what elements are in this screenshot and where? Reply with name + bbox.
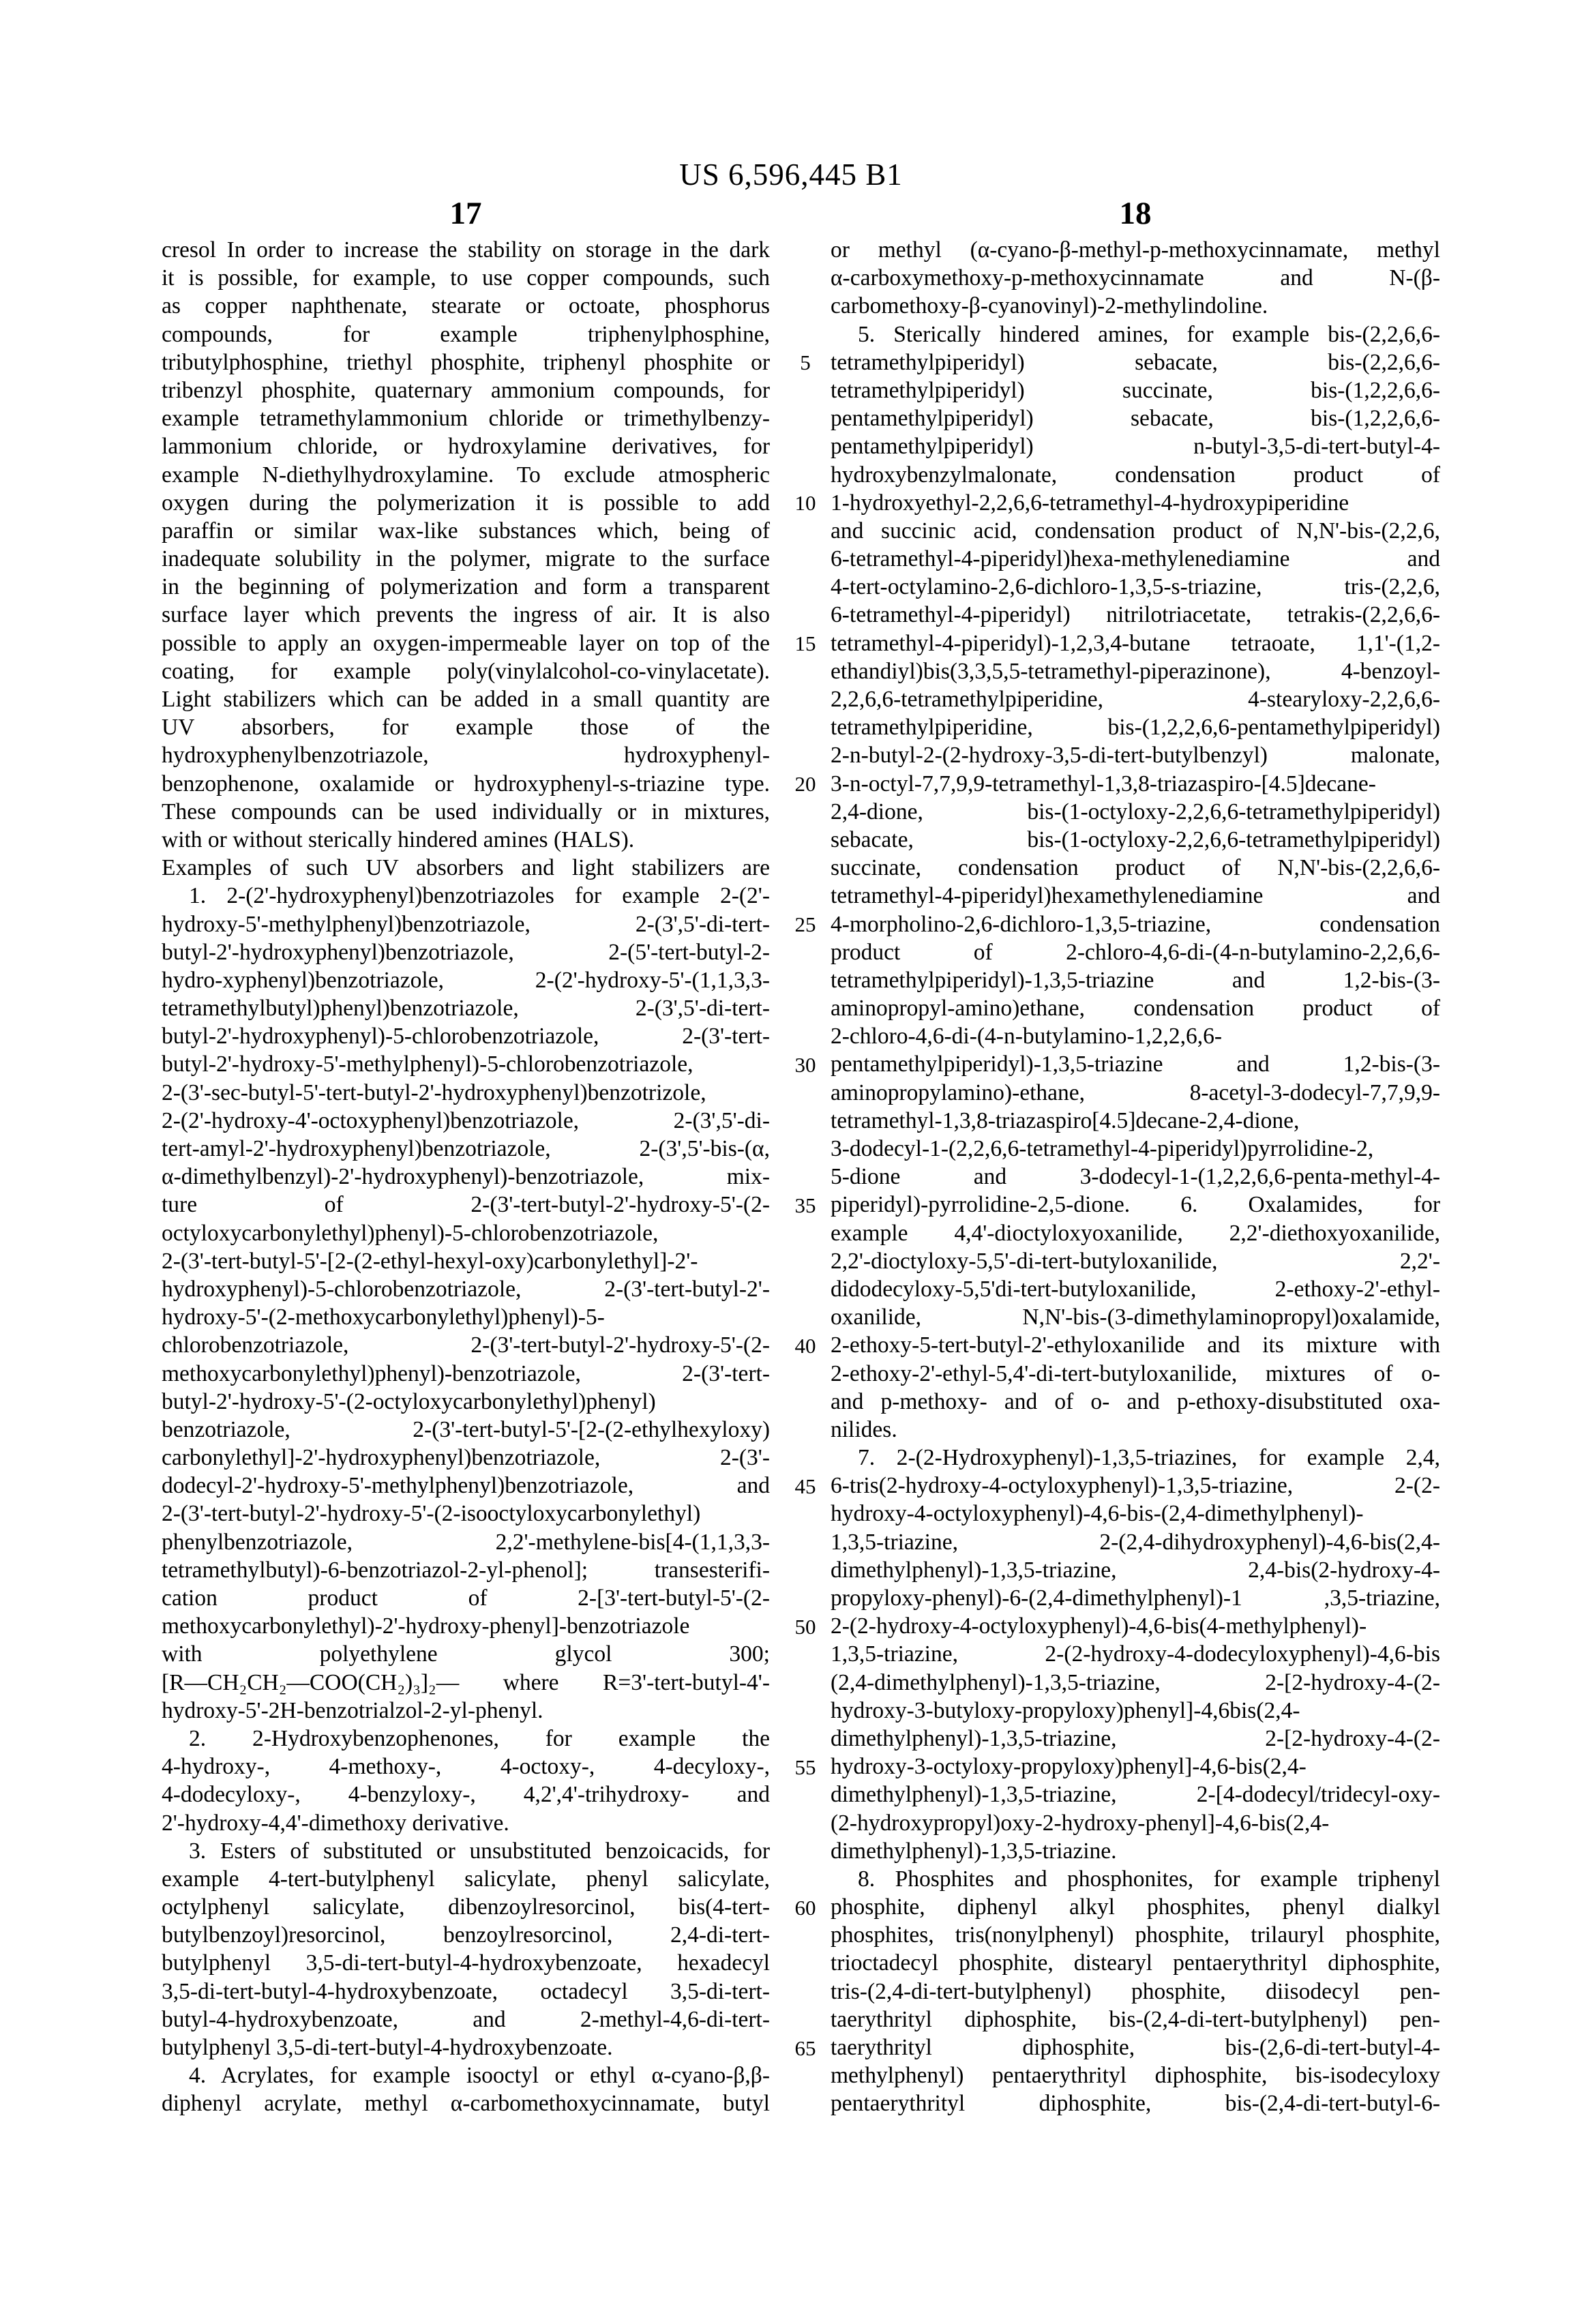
text-line: chlorobenzotriazole, 2-(3'-tert-butyl-2'-hydroxy-5'-(2- [162,1332,770,1358]
text-line: 1,3,5-triazine, 2-(2,4-dihydroxyphenyl)-4,6-bis(2,4- [831,1529,1440,1555]
column-number-left: 17 [449,196,482,231]
text-line: octylphenyl salicylate, dibenzoylresorcinol, bis(4-tert- [162,1894,770,1920]
text-line: butylphenyl 3,5-di-tert-butyl-4-hydroxybenzoate. [162,2035,613,2060]
text-line: 3-n-octyl-7,7,9,9-tetramethyl-1,3,8-triazaspiro-[4.5]decane- [831,771,1376,796]
text-line: propyloxy-phenyl)-6-(2,4-dimethylphenyl)-1 ,3,5-triazine, [831,1585,1440,1611]
text-line: butyl-2'-hydroxyphenyl)-5-chlorobenzotriazole, 2-(3'-tert- [162,1024,770,1049]
text-line: tris-(2,4-di-tert-butylphenyl) phosphite, diisodecyl pen- [831,1978,1440,2004]
text-line: UV absorbers, for example those of the [162,715,770,741]
text-line: inadequate solubility in the polymer, migrate to the surface [162,546,770,572]
text-line: with polyethylene glycol 300; [162,1641,770,1667]
text-line: 2'-hydroxy-4,4'-dimethoxy derivative. [162,1810,509,1836]
text-line: pentamethylpiperidyl)-1,3,5-triazine and 1,2-bis-(3- [831,1052,1440,1077]
text-line: 6-tris(2-hydroxy-4-octyloxyphenyl)-1,3,5-triazine, 2-(2- [831,1473,1440,1499]
text-line: 2-(3'-tert-butyl-2'-hydroxy-5'-(2-isooctyloxycarbonylethyl) [162,1501,701,1527]
text-line: 2. 2-Hydroxybenzophenones, for example the [189,1725,770,1751]
text-line: 5-dione and 3-dodecyl-1-(1,2,2,6,6-penta-methyl-4- [831,1164,1440,1190]
text-line: 2-(2'-hydroxy-4'-octoxyphenyl)benzotriazole, 2-(3',5'-di- [162,1107,770,1133]
text-line: pentamethylpiperidyl) sebacate, bis-(1,2,2,6,6- [831,406,1440,432]
text-line: dimethylphenyl)-1,3,5-triazine, 2-[4-dodecyl/tridecyl-oxy- [831,1782,1440,1808]
text-line: ethandiyl)bis(3,3,5,5-tetramethyl-piperazinone), 4-benzoyl- [831,658,1440,684]
line-number: 25 [794,912,816,936]
text-line: in the beginning of polymerization and form a transparent [162,574,770,600]
text-line: taerythrityl diphosphite, bis-(2,4-di-tert-butylphenyl) pen- [831,2006,1440,2032]
text-line: 4. Acrylates, for example isooctyl or ethyl α-cyano-β,β- [189,2063,770,2089]
text-line: example 4-tert-butylphenyl salicylate, phenyl salicylate, [162,1866,770,1892]
text-line: 3. Esters of substituted or unsubstituted benzoicacids, for [189,1838,770,1864]
text-line: benzophenone, oxalamide or hydroxyphenyl-s-triazine type. [162,771,770,796]
text-line: tetramethylpiperidyl) succinate, bis-(1,2,2,6,6- [831,377,1440,403]
text-line: diphenyl acrylate, methyl α-carbomethoxycinnamate, butyl [162,2091,770,2117]
text-line: example tetramethylammonium chloride or trimethylbenzy- [162,406,770,432]
left-column-text [162,236,770,2118]
text-line: hydroxy-4-octyloxyphenyl)-4,6-bis-(2,4-dimethylphenyl)- [831,1501,1364,1527]
line-number: 55 [794,1755,816,1779]
text-line: 2,2'-dioctyloxy-5,5'-di-tert-butyloxanilide, 2,2'- [831,1248,1440,1274]
line-number: 50 [794,1614,816,1639]
text-line: butyl-2'-hydroxy-5'-methylphenyl)-5-chlorobenzotriazole, [162,1052,693,1077]
text-line: hydroxy-5'-(2-methoxycarbonylethyl)phenyl)-5- [162,1305,605,1330]
text-line: pentamethylpiperidyl) n-butyl-3,5-di-tert-butyl-4- [831,434,1440,460]
text-line: product of 2-chloro-4,6-di-(4-n-butylamino-2,2,6,6- [831,939,1440,965]
text-line: example N-diethylhydroxylamine. To exclude atmospheric [162,462,770,488]
text-line: 2-(3'-sec-butyl-5'-tert-butyl-2'-hydroxyphenyl)benzotrizole, [162,1079,706,1105]
text-line: hydroxy-5'-methylphenyl)benzotriazole, 2-(3',5'-di-tert- [162,911,770,937]
text-line: 2-chloro-4,6-di-(4-n-butylamino-1,2,2,6,6- [831,1024,1223,1049]
text-line: 3,5-di-tert-butyl-4-hydroxybenzoate, octadecyl 3,5-di-tert- [162,1978,770,2004]
text-line: benzotriazole, 2-(3'-tert-butyl-5'-[2-(2-ethylhexyloxy) [162,1416,770,1442]
text-line: 6-tetramethyl-4-piperidyl) nitrilotriacetate, tetrakis-(2,2,6,6- [831,602,1440,628]
text-line: 6-tetramethyl-4-piperidyl)hexa-methylenediamine and [831,546,1440,572]
text-line: tert-amyl-2'-hydroxyphenyl)benzotriazole, 2-(3',5'-bis-(α, [162,1136,770,1161]
text-line: tetramethylpiperidine, bis-(1,2,2,6,6-pentamethylpiperidyl) [831,715,1440,741]
column-number-right: 18 [1119,196,1152,231]
text-line: Examples of such UV absorbers and light stabilizers are [162,855,770,881]
text-line: possible to apply an oxygen-impermeable layer on top of the [162,630,770,656]
text-line: tetramethyl-1,3,8-triazaspiro[4.5]decane-2,4-dione, [831,1107,1300,1133]
text-line: cresol In order to increase the stability on storage in the dark [162,237,770,263]
text-line: phenylbenzotriazole, 2,2'-methylene-bis[4-(1,1,3,3- [162,1529,770,1555]
text-line: coating, for example poly(vinylalcohol-co-vinylacetate). [162,658,770,684]
text-line: succinate, condensation product of N,N'-bis-(2,2,6,6- [831,855,1440,881]
text-line: and succinic acid, condensation product of N,N'-bis-(2,2,6, [831,518,1440,543]
text-line: lammonium chloride, or hydroxylamine derivatives, for [162,434,770,460]
text-line: aminopropyl-amino)ethane, condensation product of [831,996,1440,1022]
text-line: 7. 2-(2-Hydroxyphenyl)-1,3,5-triazines, for example 2,4, [858,1445,1440,1471]
text-line: tetramethylbutyl)-6-benzotriazol-2-yl-phenol]; transesterifi- [162,1557,770,1583]
text-line: aminopropylamino)-ethane, 8-acetyl-3-dodecyl-7,7,9,9- [831,1079,1440,1105]
text-line: (2-hydroxypropyl)oxy-2-hydroxy-phenyl]-4,6-bis(2,4- [831,1810,1330,1836]
text-line: butyl-2'-hydroxy-5'-(2-octyloxycarbonylethyl)phenyl) [162,1388,656,1414]
text-line: 4-dodecyloxy-, 4-benzyloxy-, 4,2',4'-trihydroxy- and [162,1782,770,1808]
text-line: hydroxy-3-butyloxy-propyloxy)phenyl]-4,6bis(2,4- [831,1697,1300,1723]
text-line: 5. Sterically hindered amines, for example bis-(2,2,6,6- [858,321,1440,347]
text-line: taerythrityl diphosphite, bis-(2,6-di-tert-butyl-4- [831,2035,1440,2060]
text-line: 3-dodecyl-1-(2,2,6,6-tetramethyl-4-piperidyl)pyrrolidine-2, [831,1136,1374,1161]
text-line: octyloxycarbonylethyl)phenyl)-5-chlorobenzotriazole, [162,1220,659,1246]
patent-number-header: US 6,596,445 B1 [679,158,903,192]
text-line: 8. Phosphites and phosphonites, for example triphenyl [858,1866,1440,1892]
text-line: ture of 2-(3'-tert-butyl-2'-hydroxy-5'-(2- [162,1192,770,1218]
text-line: surface layer which prevents the ingress of air. It is also [162,602,770,628]
text-line: methoxycarbonylethyl)phenyl)-benzotriazole, 2-(3'-tert- [162,1360,770,1386]
text-line: 1-hydroxyethyl-2,2,6,6-tetramethyl-4-hydroxypiperidine [831,490,1349,516]
text-line: 2-(3'-tert-butyl-5'-[2-(2-ethyl-hexyl-oxy)carbonylethyl]-2'- [162,1248,698,1274]
text-line: α-dimethylbenzyl)-2'-hydroxyphenyl)-benzotriazole, mix- [162,1164,770,1190]
text-line: hydroxy-5'-2H-benzotrialzol-2-yl-phenyl. [162,1697,543,1723]
text-line: dimethylphenyl)-1,3,5-triazine. [831,1838,1117,1864]
text-line: or methyl (α-cyano-β-methyl-p-methoxycinnamate, methyl [831,237,1440,263]
text-line: dimethylphenyl)-1,3,5-triazine, 2-[2-hydroxy-4-(2- [831,1725,1440,1751]
line-number: 15 [794,631,816,655]
line-number: 65 [794,2036,816,2060]
text-line: 2-(2-hydroxy-4-octyloxyphenyl)-4,6-bis(4-methylphenyl)- [831,1613,1367,1639]
line-number: 45 [794,1474,816,1498]
text-line: carbonylethyl]-2'-hydroxyphenyl)benzotriazole, 2-(3'- [162,1445,770,1471]
text-line: phosphite, diphenyl alkyl phosphites, phenyl dialkyl [831,1894,1440,1920]
text-line: methoxycarbonylethyl)-2'-hydroxy-phenyl]-benzotriazole [162,1613,690,1639]
line-number: 10 [794,490,816,515]
line-number: 60 [794,1895,816,1920]
text-line: [R—CH₂CH₂—COO(CH₂)₃]₂— where R=3'-tert-butyl-4'- [162,1669,770,1695]
gutter-line-numbers [775,236,836,2119]
text-line: 2-ethoxy-2'-ethyl-5,4'-di-tert-butyloxanilide, mixtures of o- [831,1360,1440,1386]
text-line: 2-n-butyl-2-(2-hydroxy-3,5-di-tert-butylbenzyl) malonate, [831,743,1440,769]
text-line: compounds, for example triphenylphosphine, [162,321,770,347]
text-line: hydroxybenzylmalonate, condensation product of [831,462,1440,488]
text-line: 2,2,6,6-tetramethylpiperidine, 4-stearyloxy-2,2,6,6- [831,687,1440,712]
line-number: 30 [794,1052,816,1077]
text-line: 1. 2-(2'-hydroxyphenyl)benzotriazoles for example 2-(2'- [189,883,770,909]
text-line: example 4,4'-dioctyloxyoxanilide, 2,2'-diethoxyoxanilide, [831,1220,1440,1246]
text-line: (2,4-dimethylphenyl)-1,3,5-triazine, 2-[2-hydroxy-4-(2- [831,1669,1440,1695]
text-line: hydro-xyphenyl)benzotriazole, 2-(2'-hydroxy-5'-(1,1,3,3- [162,967,770,993]
text-line: tribenzyl phosphite, quaternary ammonium compounds, for [162,377,770,403]
text-line: oxygen during the polymerization it is possible to add [162,490,770,516]
text-line: 2,4-dione, bis-(1-octyloxy-2,2,6,6-tetramethylpiperidyl) [831,799,1440,824]
line-number: 20 [794,771,816,796]
text-line: butylphenyl 3,5-di-tert-butyl-4-hydroxybenzoate, hexadecyl [162,1950,770,1976]
text-line: tetramethylpiperidyl) sebacate, bis-(2,2,6,6- [831,349,1440,375]
text-line: methylphenyl) pentaerythrityl diphosphite, bis-isodecyloxy [831,2063,1440,2089]
text-line: α-carboxymethoxy-p-methoxycinnamate and N-(β- [831,265,1440,291]
text-line: didodecyloxy-5,5'di-tert-butyloxanilide, 2-ethoxy-2'-ethyl- [831,1276,1440,1302]
text-line: paraffin or similar wax-like substances which, being of [162,518,770,543]
line-number: 5 [800,350,811,374]
text-line: 1,3,5-triazine, 2-(2-hydroxy-4-dodecyloxyphenyl)-4,6-bis [831,1641,1440,1667]
text-line: 2-ethoxy-5-tert-butyl-2'-ethyloxanilide and its mixture with [831,1332,1440,1358]
text-line: hydroxyphenylbenzotriazole, hydroxyphenyl- [162,743,770,769]
right-column-text [831,236,1440,2118]
text-line: sebacate, bis-(1-octyloxy-2,2,6,6-tetramethylpiperidyl) [831,826,1440,852]
text-line: as copper naphthenate, stearate or octoate, phosphorus [162,293,770,319]
text-line: oxanilide, N,N'-bis-(3-dimethylaminopropyl)oxalamide, [831,1305,1440,1330]
text-line: butylbenzoyl)resorcinol, benzoylresorcinol, 2,4-di-tert- [162,1922,770,1948]
text-line: nilides. [831,1416,897,1442]
text-line: it is possible, for example, to use copper compounds, such [162,265,770,291]
text-line: butyl-2'-hydroxyphenyl)benzotriazole, 2-(5'-tert-butyl-2- [162,939,770,965]
text-line: pentaerythrityl diphosphite, bis-(2,4-di-tert-butyl-6- [831,2091,1440,2117]
text-line: tetramethyl-4-piperidyl)-1,2,3,4-butane tetraoate, 1,1'-(1,2- [831,630,1440,656]
line-number: 35 [794,1193,816,1217]
text-line: hydroxyphenyl)-5-chlorobenzotriazole, 2-(3'-tert-butyl-2'- [162,1276,770,1302]
text-line: piperidyl)-pyrrolidine-2,5-dione. 6. Oxalamides, for [831,1192,1440,1218]
text-line: cation product of 2-[3'-tert-butyl-5'-(2- [162,1585,770,1611]
text-line: tributylphosphine, triethyl phosphite, triphenyl phosphite or [162,349,770,375]
text-line: with or without sterically hindered amines (HALS). [162,826,635,852]
text-line: and p-methoxy- and of o- and p-ethoxy-disubstituted oxa- [831,1388,1440,1414]
text-line: tetramethyl-4-piperidyl)hexamethylenediamine and [831,883,1440,909]
text-line: trioctadecyl phosphite, distearyl pentaerythrityl diphosphite, [831,1950,1440,1976]
line-number: 40 [794,1333,816,1358]
text-line: tetramethylpiperidyl)-1,3,5-triazine and 1,2-bis-(3- [831,967,1440,993]
text-line: dimethylphenyl)-1,3,5-triazine, 2,4-bis(2-hydroxy-4- [831,1557,1440,1583]
text-line: 4-tert-octylamino-2,6-dichloro-1,3,5-s-triazine, tris-(2,2,6, [831,574,1440,600]
text-line: carbomethoxy-β-cyanovinyl)-2-methylindoline. [831,293,1268,319]
text-line: tetramethylbutyl)phenyl)benzotriazole, 2-(3',5'-di-tert- [162,996,770,1022]
text-line: butyl-4-hydroxybenzoate, and 2-methyl-4,6-di-tert- [162,2006,770,2032]
text-line: These compounds can be used individually or in mixtures, [162,799,770,824]
text-line: phosphites, tris(nonylphenyl) phosphite, trilauryl phosphite, [831,1922,1440,1948]
text-line: hydroxy-3-octyloxy-propyloxy)phenyl]-4,6-bis(2,4- [831,1754,1307,1780]
text-line: Light stabilizers which can be added in a small quantity are [162,687,770,712]
text-line: 4-hydroxy-, 4-methoxy-, 4-octoxy-, 4-decyloxy-, [162,1754,770,1780]
text-line: dodecyl-2'-hydroxy-5'-methylphenyl)benzotriazole, and [162,1473,770,1499]
text-line: 4-morpholino-2,6-dichloro-1,3,5-triazine, condensation [831,911,1440,937]
